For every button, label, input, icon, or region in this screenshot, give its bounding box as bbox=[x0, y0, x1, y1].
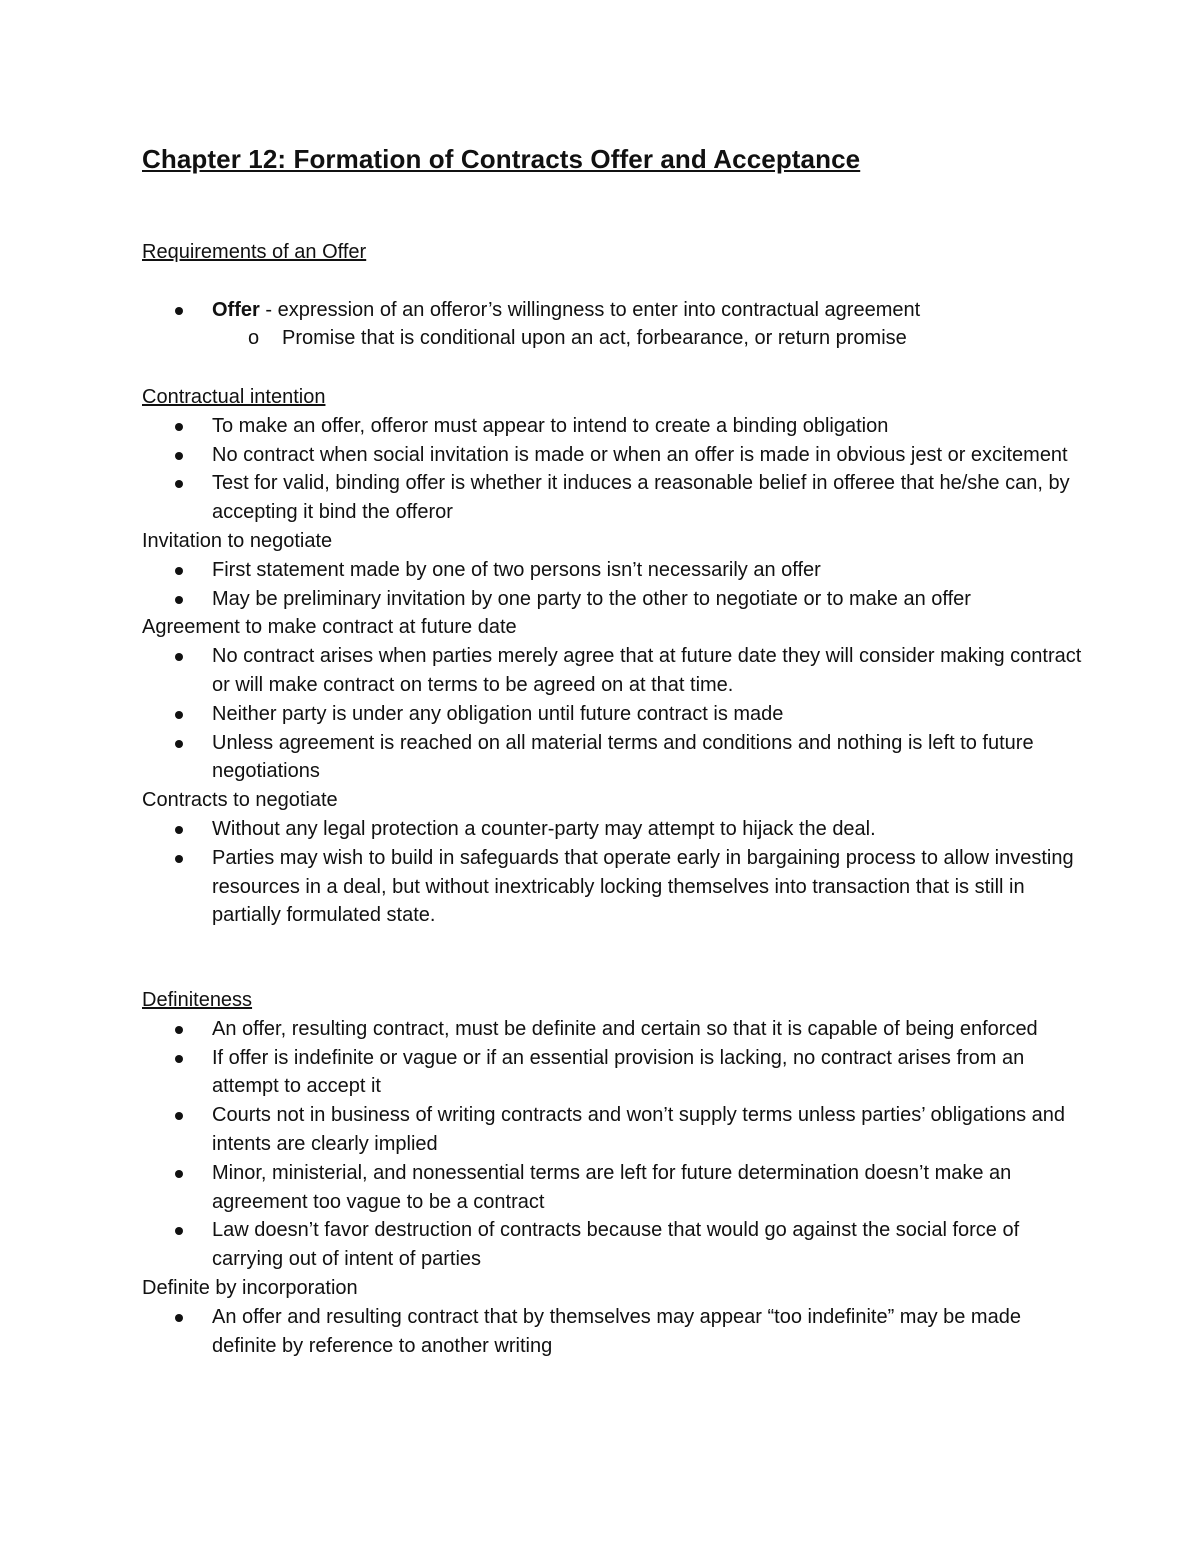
list-item: Without any legal protection a counter-party may attempt to hijack the deal. bbox=[142, 815, 1082, 844]
list-item bbox=[142, 296, 1082, 354]
list-item: If offer is indefinite or vague or if an essential provision is lacking, no contract arises from an attempt to accept it bbox=[142, 1044, 1082, 1102]
list-item: First statement made by one of two persons isn’t necessarily an offer bbox=[142, 556, 1082, 585]
list-item: No contract when social invitation is made or when an offer is made in obvious jest or excitement bbox=[142, 441, 1082, 470]
bullet-list bbox=[142, 556, 1082, 614]
bullet-list bbox=[142, 1015, 1082, 1274]
section-heading-contracts-to-negotiate: Contracts to negotiate bbox=[142, 789, 338, 812]
sub-list-item: o Promise that is conditional upon an act, forbearance, or return promise bbox=[142, 324, 1082, 353]
list-item: May be preliminary invitation by one party to the other to negotiate or to make an offer bbox=[142, 585, 1082, 614]
list-item: Courts not in business of writing contracts and won’t supply terms unless parties’ obligations and intents are clearly implied bbox=[142, 1101, 1082, 1159]
list-item: Unless agreement is reached on all material terms and conditions and nothing is left to future negotiations bbox=[142, 729, 1082, 787]
list-item: An offer, resulting contract, must be definite and certain so that it is capable of being enforced bbox=[142, 1015, 1082, 1044]
offer-term: Offer bbox=[212, 298, 260, 321]
sub-list bbox=[142, 324, 1082, 353]
section-heading: Contractual intention bbox=[142, 386, 326, 408]
bullet-list bbox=[142, 412, 1082, 527]
page-title: Chapter 12: Formation of Contracts Offer and Acceptance bbox=[142, 144, 861, 174]
section-requirements bbox=[142, 238, 1082, 353]
list-item: Test for valid, binding offer is whether it induces a reasonable belief in offeree that he/she can, by accepting it bind the offeror bbox=[142, 469, 1082, 527]
offer-definition: - expression of an offeror’s willingness to enter into contractual agreement bbox=[259, 298, 921, 321]
section-heading: Requirements of an Offer bbox=[142, 241, 367, 263]
bullet-list bbox=[142, 1303, 1082, 1361]
bullet-list bbox=[142, 815, 1082, 930]
section-heading-future-date: Agreement to make contract at future date bbox=[142, 616, 517, 639]
bullet-list bbox=[142, 296, 1082, 354]
bullet-list bbox=[142, 642, 1082, 786]
section-contractual-intention bbox=[142, 383, 1082, 930]
list-item: Law doesn’t favor destruction of contracts because that would go against the social force of carrying out of intent of parties bbox=[142, 1216, 1082, 1274]
section-heading: Definiteness bbox=[142, 989, 253, 1011]
section-definiteness bbox=[142, 986, 1082, 1360]
section-heading-incorporation: Definite by incorporation bbox=[142, 1276, 358, 1299]
section-heading-invitation: Invitation to negotiate bbox=[142, 529, 333, 552]
list-item: To make an offer, offeror must appear to intend to create a binding obligation bbox=[142, 412, 1082, 441]
list-item: Parties may wish to build in safeguards that operate early in bargaining process to allow investing resources in a deal, but without inextricably locking themselves into transaction that is still in partially formulated state. bbox=[142, 844, 1082, 930]
list-item: An offer and resulting contract that by themselves may appear “too indefinite” may be made definite by reference to another writing bbox=[142, 1303, 1082, 1361]
list-item: Neither party is under any obligation until future contract is made bbox=[142, 700, 1082, 729]
list-item: Minor, ministerial, and nonessential terms are left for future determination doesn’t make an agreement too vague to be a contract bbox=[142, 1159, 1082, 1217]
list-item: No contract arises when parties merely agree that at future date they will consider making contract or will make contract on terms to be agreed on at that time. bbox=[142, 642, 1082, 700]
